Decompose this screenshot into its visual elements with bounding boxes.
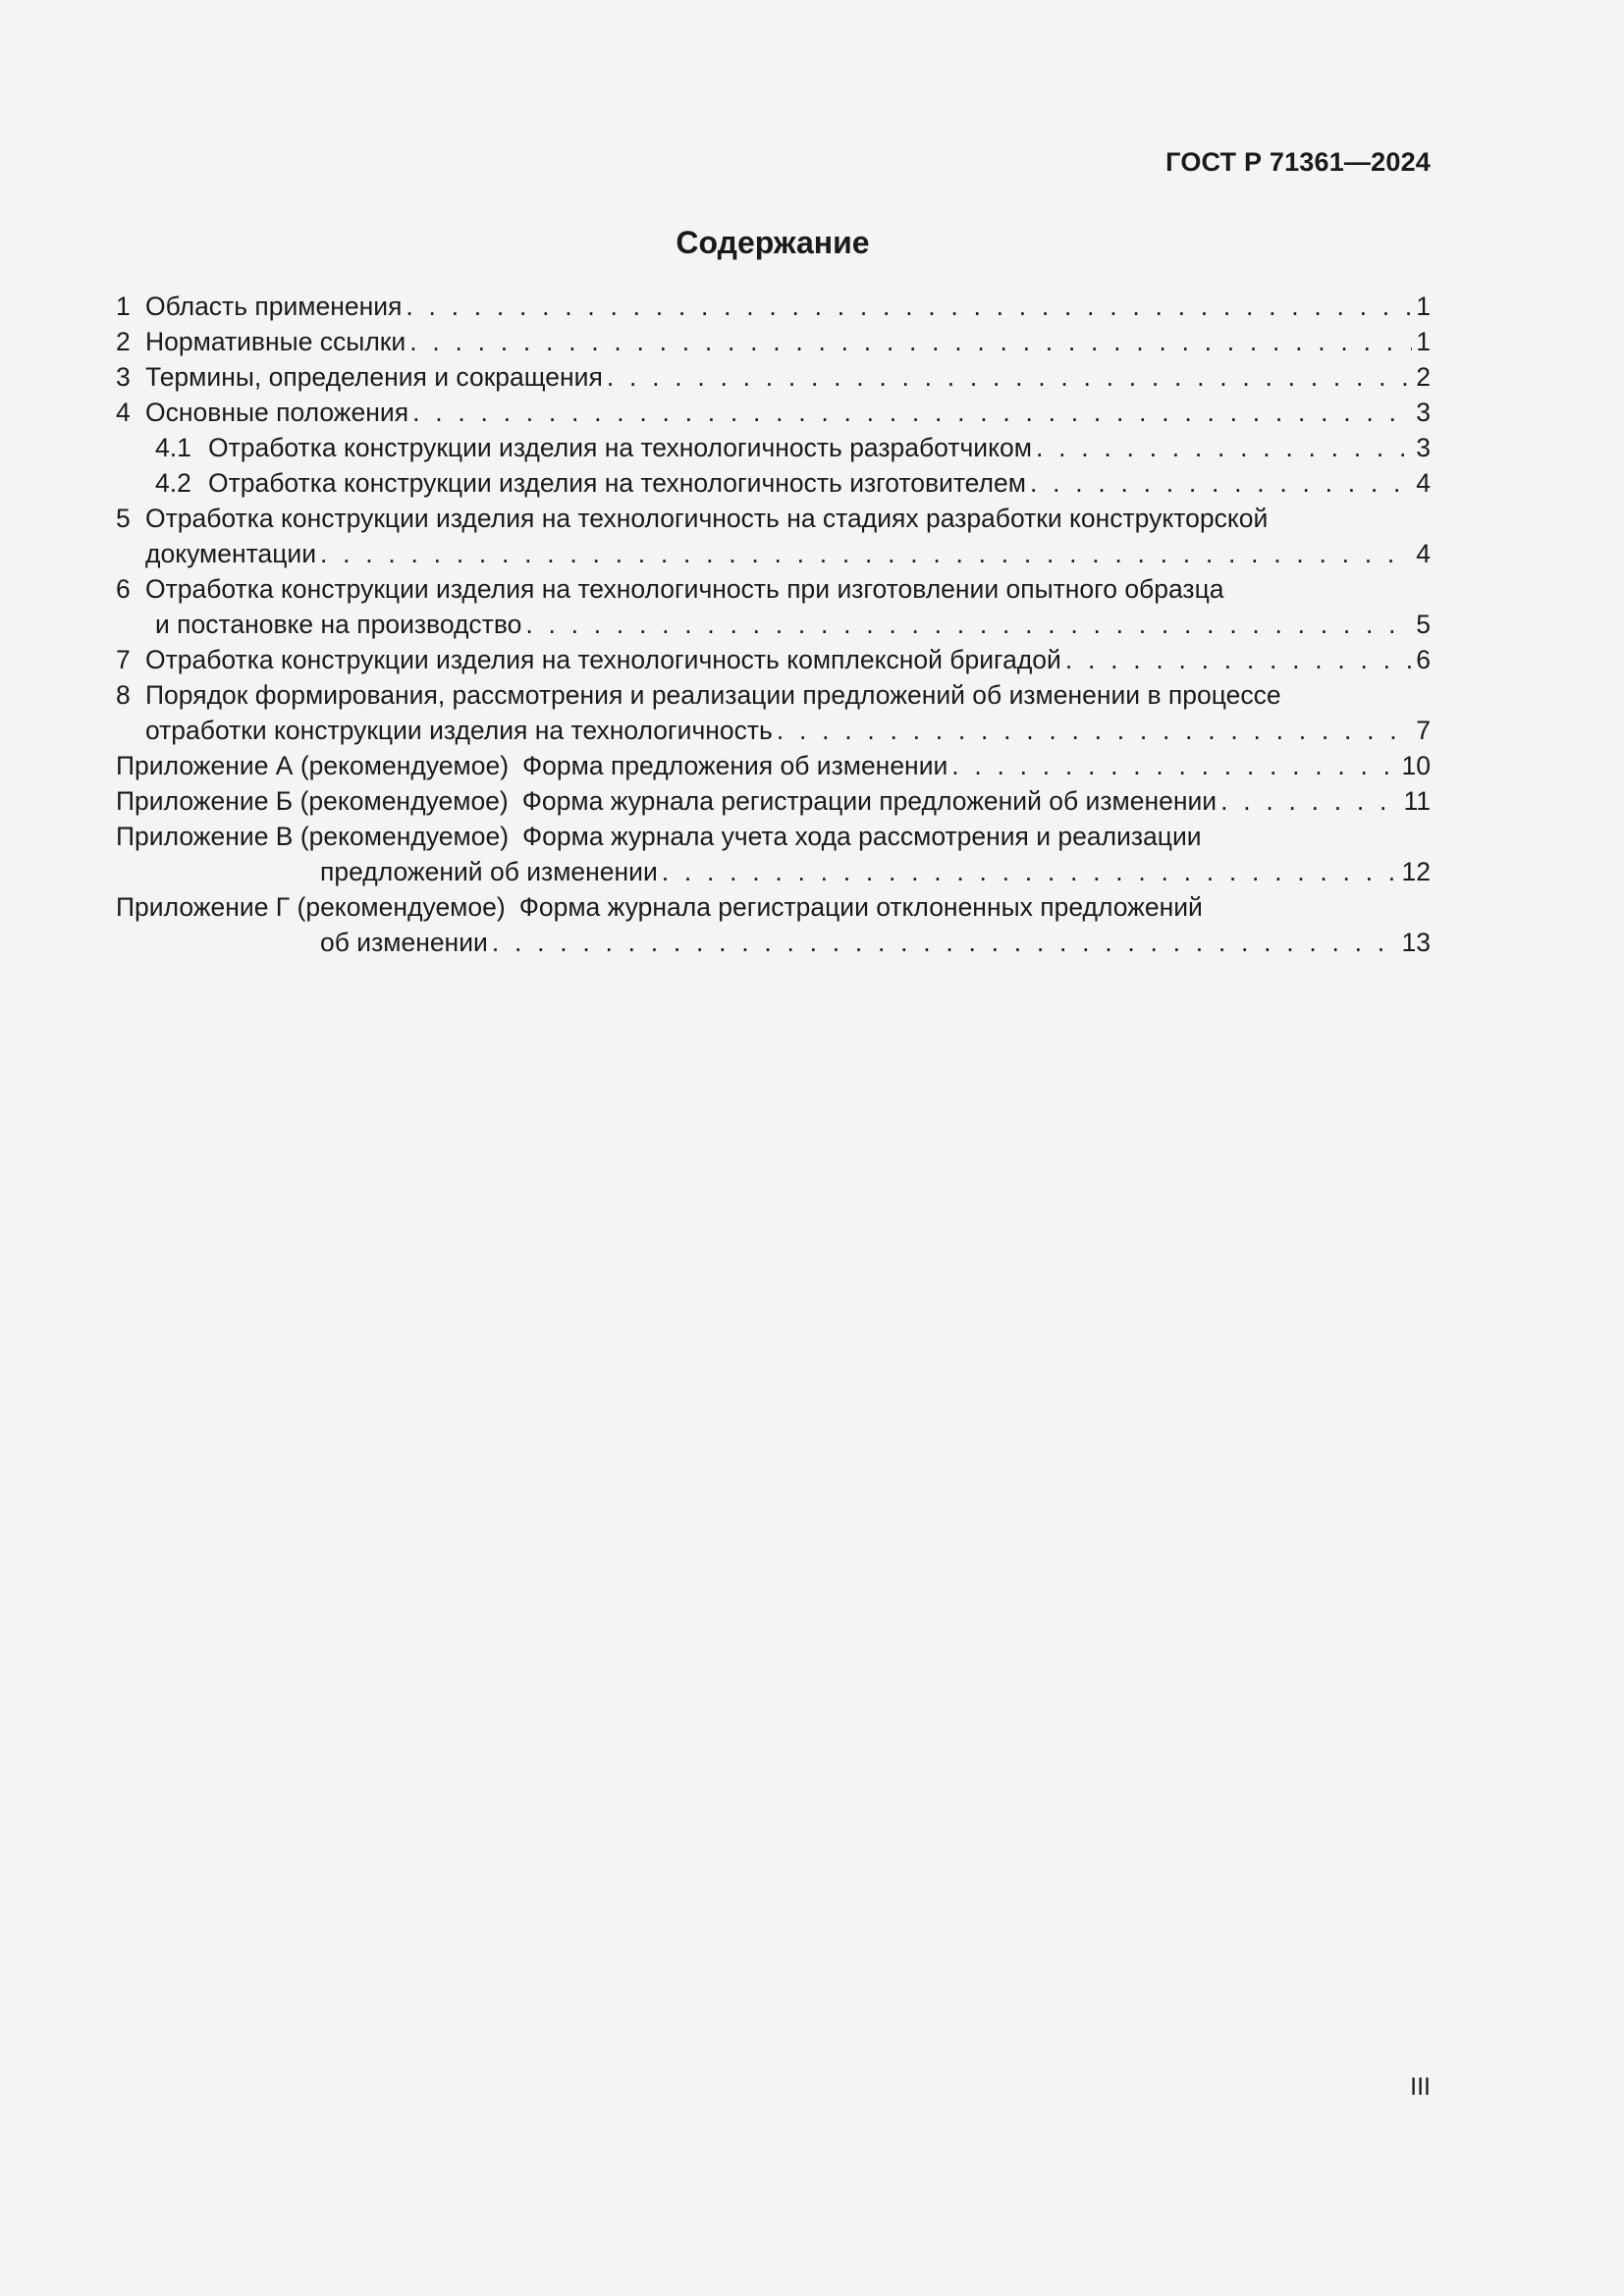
toc-entry-number: 2	[116, 327, 131, 356]
toc-entry-number: 4.1	[155, 433, 191, 462]
toc-entry-7[interactable]	[116, 642, 1431, 677]
toc-title: Содержание	[676, 225, 870, 260]
toc-entry-title: Отработка конструкции изделия на технологичность разработчиком	[208, 433, 1032, 462]
toc-appendix-a[interactable]	[116, 748, 1431, 783]
toc-entry-title-continued: и постановке на производство	[155, 610, 522, 639]
toc-entry-2[interactable]	[116, 324, 1431, 359]
toc-entry-number: 4	[116, 398, 131, 427]
toc-entry-page: 1	[1416, 292, 1431, 321]
dot-leader	[492, 925, 1398, 960]
toc-entry-number: 7	[116, 645, 131, 674]
toc-entry-5[interactable]	[116, 501, 1431, 571]
appendix-title-continued: об изменении	[320, 928, 488, 957]
toc-entry-4-1[interactable]	[116, 430, 1431, 465]
toc-appendix-b[interactable]	[116, 783, 1431, 819]
toc-entry-page: 3	[1416, 433, 1431, 462]
toc-entry-page: 5	[1416, 610, 1431, 639]
toc-entry-page: 3	[1416, 398, 1431, 427]
dot-leader	[406, 289, 1412, 324]
appendix-label: Приложение Б (рекомендуемое)	[116, 786, 509, 816]
dot-leader	[525, 607, 1412, 642]
toc-entry-number: 8	[116, 680, 131, 710]
table-of-contents	[116, 289, 1431, 960]
dot-leader	[1030, 465, 1412, 501]
dot-leader	[1036, 430, 1412, 465]
dot-leader	[1220, 783, 1399, 819]
toc-entry-page: 10	[1401, 751, 1431, 780]
appendix-label: Приложение А (рекомендуемое)	[116, 751, 510, 780]
dot-leader	[777, 713, 1412, 748]
toc-entry-3[interactable]	[116, 359, 1431, 395]
appendix-label: Приложение В (рекомендуемое)	[116, 822, 510, 851]
toc-entry-title-continued: отработки конструкции изделия на технологичность	[145, 716, 773, 745]
toc-entry-page: 7	[1416, 716, 1431, 745]
toc-entry-4[interactable]	[116, 395, 1431, 430]
appendix-label: Приложение Г (рекомендуемое)	[116, 892, 506, 922]
toc-appendix-v[interactable]	[116, 819, 1431, 889]
toc-entry-number: 4.2	[155, 468, 191, 498]
appendix-title: Форма журнала регистрации предложений об изменении	[521, 786, 1218, 816]
toc-entry-page: 12	[1401, 857, 1431, 886]
dot-leader	[1065, 642, 1412, 677]
toc-entry-title-continued: документации	[145, 539, 316, 568]
appendix-title: Форма предложения об изменении	[522, 751, 948, 780]
dot-leader	[320, 536, 1412, 571]
dot-leader	[412, 395, 1412, 430]
toc-entry-title: Отработка конструкции изделия на технологичность комплексной бригадой	[145, 645, 1061, 674]
dot-leader	[951, 748, 1397, 783]
appendix-title: Форма журнала регистрации отклоненных предложений	[518, 892, 1203, 922]
toc-entry-number: 5	[116, 504, 131, 533]
toc-entry-page: 13	[1401, 928, 1431, 957]
appendix-title-continued: предложений об изменении	[320, 857, 658, 886]
toc-entry-1[interactable]	[116, 289, 1431, 324]
toc-entry-8[interactable]	[116, 677, 1431, 748]
page-number: III	[1410, 2073, 1431, 2101]
toc-entry-number: 1	[116, 292, 131, 321]
toc-entry-page: 11	[1403, 786, 1431, 816]
toc-entry-page: 2	[1416, 362, 1431, 392]
toc-entry-6[interactable]	[116, 571, 1431, 642]
toc-entry-title: Нормативные ссылки	[145, 327, 406, 356]
toc-appendix-g[interactable]	[116, 889, 1431, 960]
toc-entry-title: Отработка конструкции изделия на технологичность на стадиях разработки конструкторской	[145, 504, 1269, 533]
dot-leader	[409, 324, 1412, 359]
toc-entry-title: Область применения	[145, 292, 403, 321]
toc-entry-number: 6	[116, 574, 131, 604]
toc-entry-number: 3	[116, 362, 131, 392]
toc-entry-page: 6	[1416, 645, 1431, 674]
dot-leader	[607, 359, 1412, 395]
toc-entry-title: Отработка конструкции изделия на технологичность изготовителем	[208, 468, 1026, 498]
toc-entry-4-2[interactable]	[116, 465, 1431, 501]
toc-entry-page: 1	[1416, 327, 1431, 356]
toc-entry-title: Порядок формирования, рассмотрения и реализации предложений об изменении в процессе	[145, 680, 1281, 710]
document-code: ГОСТ Р 71361—2024	[1165, 147, 1431, 177]
toc-entry-title: Основные положения	[145, 398, 409, 427]
toc-entry-page: 4	[1416, 539, 1431, 568]
toc-entry-page: 4	[1416, 468, 1431, 498]
toc-entry-title: Термины, определения и сокращения	[145, 362, 603, 392]
toc-entry-title: Отработка конструкции изделия на технологичность при изготовлении опытного образца	[145, 574, 1224, 604]
dot-leader	[662, 854, 1398, 889]
appendix-title: Форма журнала учета хода рассмотрения и реализации	[522, 822, 1202, 851]
